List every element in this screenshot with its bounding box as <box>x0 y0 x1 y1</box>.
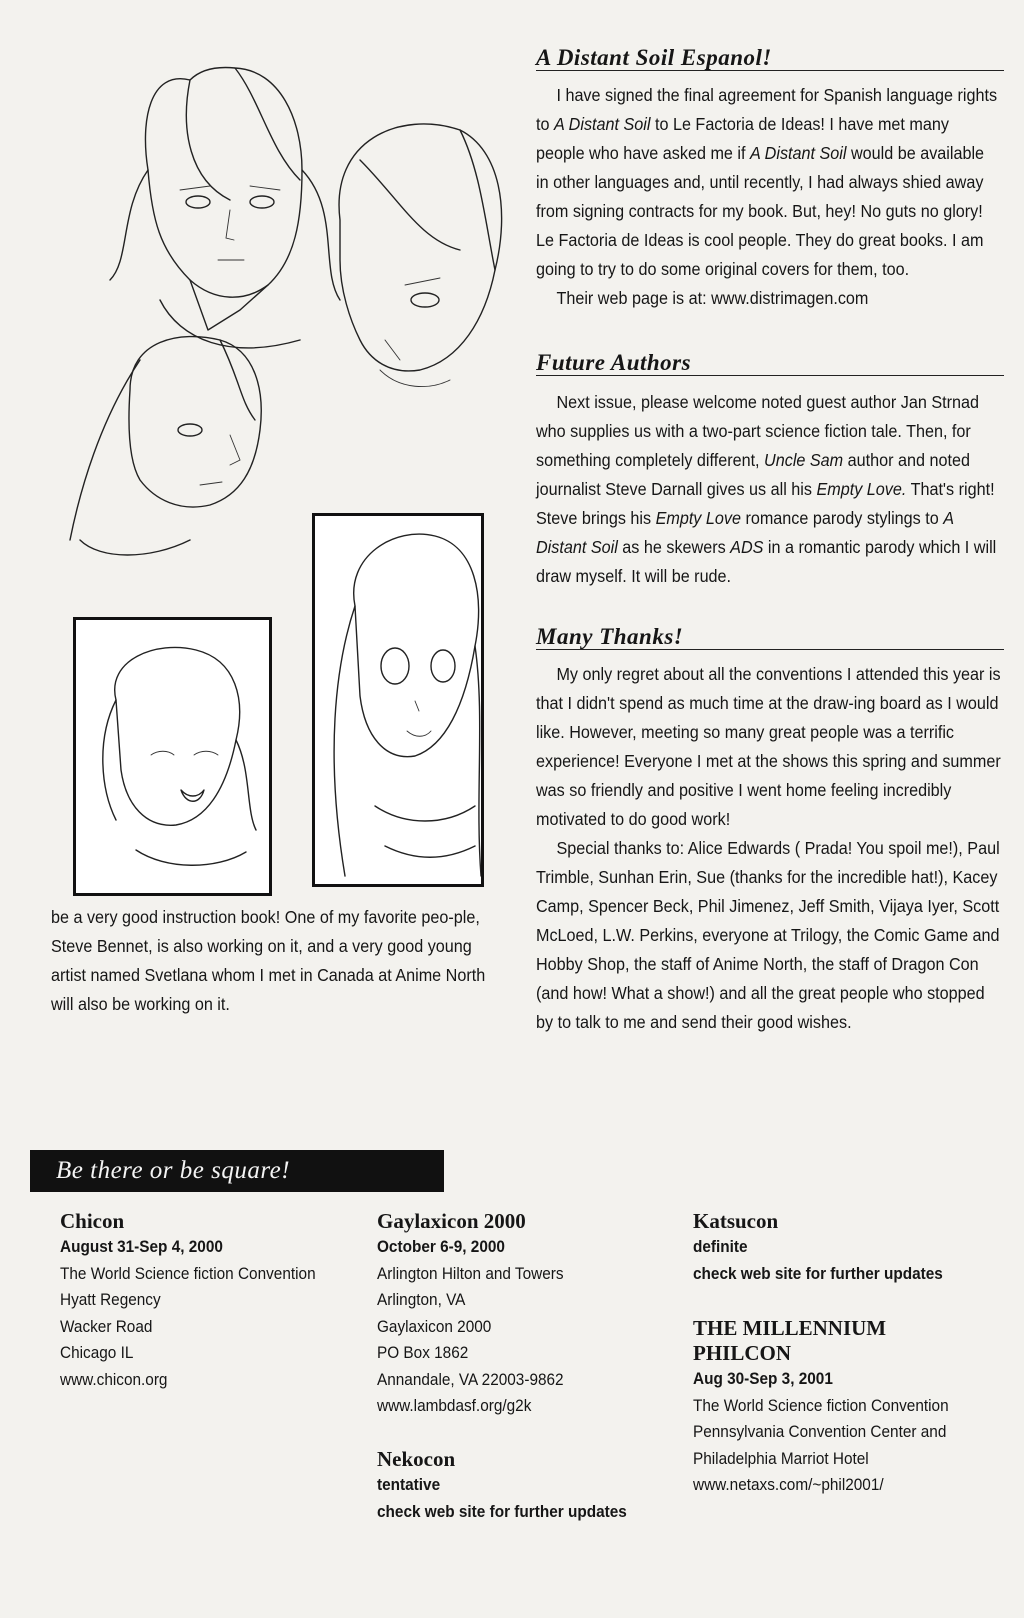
event-line: PO Box 1862 <box>377 1344 469 1362</box>
smiling-girl-sketch-illustration <box>76 620 269 893</box>
event-philcon <box>693 1316 1024 1499</box>
event-name-line1: THE MILLENNIUM <box>693 1316 887 1340</box>
event-line: Chicago IL <box>60 1344 134 1362</box>
event-katsucon <box>693 1208 1024 1287</box>
event-url: www.netaxs.com/~phil2001/ <box>693 1476 884 1494</box>
event-name: Chicon <box>60 1209 125 1233</box>
framed-panel-girl <box>312 513 484 887</box>
section-heading: A Distant Soil Espanol! <box>536 46 1004 71</box>
events-banner: Be there or be square! <box>30 1150 444 1192</box>
event-nekocon <box>377 1446 717 1525</box>
event-line: Gaylaxicon 2000 <box>377 1317 492 1336</box>
event-line: The World Science fiction Convention <box>693 1396 949 1415</box>
event-note: check web site for further updates <box>693 1264 943 1283</box>
section-paragraph: Next issue, please welcome noted guest author Jan Strnad who supplies us with a two-part science fiction tale. Then, for something completely different, Uncle Sam author and noted journalist Steve Darnall gives us all his Empty Love. That's right! Steve brings his Empty Love romance parody stylings to A Distant Soil as he skewers ADS in a romantic parody which I will draw myself. It will be rude. <box>536 392 997 586</box>
event-status: definite <box>693 1238 748 1256</box>
event-date: Aug 30-Sep 3, 2001 <box>693 1370 833 1388</box>
section-paragraph-web: Their web page is at: www.distrimagen.com <box>556 288 869 308</box>
section-paragraph-thanks: Special thanks to: Alice Edwards ( Prada! You spoil me!), Paul Trimble, Sunhan Erin, Sue (thanks for the incredible hat!), Kacey Camp, Spencer Beck, Phil Jimenez, Jeff Smith, Vijaya Iyer, Scott McLoed, L.W. Perkins, everyone at Trilogy, the Comic Game and Hobby Shop, the staff of Anime North, the staff of Dragon Con (and how! What a show!) and all the great people who stopped by to talk to me and send their good wishes. <box>536 838 1000 1032</box>
event-url: www.chicon.org <box>60 1370 168 1389</box>
girl-sketch-illustration <box>315 516 481 884</box>
event-name: Katsucon <box>693 1209 779 1233</box>
article-section-future-authors <box>536 351 1004 591</box>
section-paragraph: I have signed the final agreement for Spanish language rights to A Distant Soil to Le Factoria de Ideas! I have met many people who have asked me if A Distant Soil would be available in other languages and, until recently, I had always shied away from signing contracts for my book. But, hey! No guts no glory! Le Factoria de Ideas is cool people. They do great books. I am going to try to do some original covers for them, too. <box>536 85 998 279</box>
event-line: Arlington Hilton and Towers <box>377 1264 564 1283</box>
event-date: October 6-9, 2000 <box>377 1238 505 1256</box>
event-line: Pennsylvania Convention Center and <box>693 1423 947 1441</box>
event-status: tentative <box>377 1476 441 1494</box>
event-url: www.lambdasf.org/g2k <box>377 1397 532 1415</box>
left-column-text-block <box>51 903 497 1019</box>
event-name: Gaylaxicon 2000 <box>377 1209 526 1233</box>
section-heading: Future Authors <box>536 351 1004 376</box>
event-name: Nekocon <box>377 1447 456 1471</box>
event-line: Hyatt Regency <box>60 1291 161 1309</box>
framed-panel-smiling-girl <box>73 617 272 896</box>
event-gaylaxicon <box>377 1208 717 1420</box>
section-heading: Many Thanks! <box>536 625 1004 650</box>
left-column-paragraph: be a very good instruction book! One of my favorite peo-ple, Steve Bennet, is also working on it, and a very good young artist named Svetlana whom I met in Canada at Anime North will also be working on it. <box>51 907 486 1014</box>
event-line: Philadelphia Marriot Hotel <box>693 1449 869 1468</box>
event-line: Arlington, VA <box>377 1291 466 1309</box>
event-date: August 31-Sep 4, 2000 <box>60 1238 223 1256</box>
event-name-line2: PHILCON <box>693 1341 792 1365</box>
event-line: Annandale, VA 22003-9862 <box>377 1370 564 1389</box>
event-chicon <box>60 1208 400 1393</box>
event-line: Wacker Road <box>60 1317 153 1336</box>
event-line: The World Science fiction Convention <box>60 1264 316 1283</box>
article-section-distant-soil <box>536 46 1004 313</box>
article-section-many-thanks <box>536 625 1004 1037</box>
event-note: check web site for further updates <box>377 1502 627 1521</box>
section-paragraph: My only regret about all the conventions I attended this year is that I didn't spend as much time at the draw-ing board as I would like. However, meeting so many great people was a terrific experience! Everyone I met at the shows this spring and summer was so friendly and positive I went home feeling incredibly motivated to do good work! <box>536 664 1001 829</box>
